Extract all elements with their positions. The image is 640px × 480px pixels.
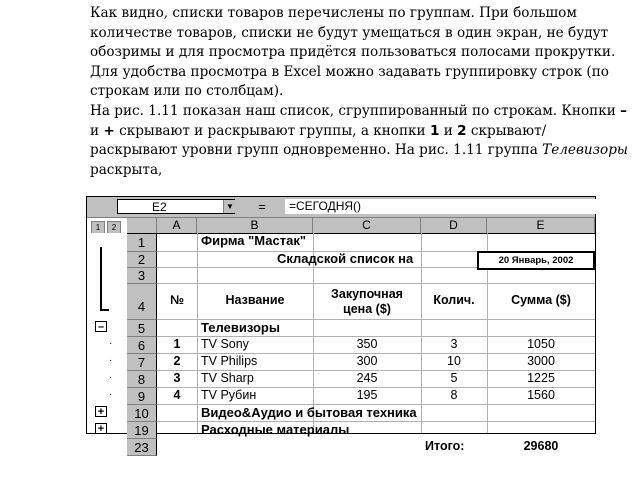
item-name: TV Philips [201,354,258,368]
level-1-symbol: 1 [429,122,440,139]
item-number: 2 [173,354,181,368]
item-quantity: 3 [450,337,458,351]
group-tv: Телевизоры [201,320,280,335]
item-number: 1 [173,337,181,351]
row-header-2[interactable]: 2 [127,252,157,268]
column-header-a[interactable]: A [157,218,197,233]
grid-line [197,233,198,433]
paragraph-2 [90,102,630,180]
name-box[interactable]: E2 [117,199,235,214]
expand-group-supplies-button[interactable]: + [95,423,107,434]
item-sum: 1050 [527,337,555,351]
header-sum: Сумма ($) [511,293,571,307]
item-sum: 1225 [527,371,555,385]
paragraph-2-part-e: скрывают/раскрывают уровни групп одновременно. На рис. 1.11 группа [90,122,547,159]
formula-bar [87,197,595,218]
paragraph-2-part-a: На рис. 1.11 показан наш список, сгруппированный по строкам. Кнопки [90,102,621,119]
paragraph-1: Как видно, списки товаров перечислены по группам. При большом количестве товаров, списки не будут умещаться в один экран, не будут обозримы и для просмотра придётся пользоваться полосами прокрутки. Для удобства просмотра в Excel можно задавать группировку строк (по строкам или по столбцам). [90,5,616,100]
outline-bar [87,233,127,433]
header-quantity: Колич. [433,293,475,307]
total-label: Итого: [425,439,465,453]
list-subtitle: Складской список на [277,251,414,266]
tv-group-name: Телевизоры [542,142,628,159]
row-header-5[interactable]: 5 [127,320,157,337]
item-name: TV Рубин [201,388,257,402]
row-header-3[interactable]: 3 [127,268,157,284]
row-header-6[interactable]: 6 [127,337,157,354]
excel-screenshot [86,196,596,455]
collapse-group-button[interactable]: – [95,321,107,332]
item-quantity: 8 [450,388,458,402]
item-name: TV Sony [201,337,249,351]
row-header-10[interactable]: 10 [127,405,157,422]
text-block [90,4,630,180]
total-value: 29680 [523,439,559,453]
row-header-1[interactable]: 1 [127,234,157,252]
group-bracket [100,247,109,311]
outline-dot: · [109,355,113,366]
item-quantity: 5 [450,371,458,385]
outline-level-1-button[interactable]: 1 [91,221,105,234]
column-header-e[interactable]: E [487,218,595,233]
item-sum: 3000 [527,354,555,368]
header-name: Название [225,293,285,307]
group-supplies: Расходные материалы [201,422,350,437]
paragraph-2-part-b: и [90,122,104,139]
header-price-line-2: цена ($) [343,302,391,316]
item-quantity: 10 [447,354,461,368]
equals-button[interactable]: = [258,199,266,214]
item-price: 245 [356,371,378,385]
group-video-audio: Видео&Аудио и бытовая техника [201,405,417,420]
row-header-8[interactable]: 8 [127,371,157,388]
paragraph-2-part-c: скрывают и раскрывают группы, а кнопки [114,122,430,139]
item-name: TV Sharp [201,371,254,385]
row-header-19[interactable]: 19 [127,422,157,439]
grid-line [421,233,422,433]
item-number: 3 [173,371,181,385]
item-price: 350 [356,337,378,351]
formula-input[interactable]: =СЕГОДНЯ() [285,199,597,214]
header-price-line-1: Закупочная [331,287,403,301]
level-2-symbol: 2 [457,122,467,139]
expand-group-video-button[interactable]: + [95,406,107,417]
row-header-9[interactable]: 9 [127,388,157,405]
outline-dot: · [109,389,113,400]
item-number: 4 [173,388,181,402]
outline-dot: · [109,372,113,383]
paragraph-2-part-f: раскрыта, [90,161,163,178]
company-title: Фирма "Мастак" [201,233,307,248]
name-box-dropdown-icon[interactable]: ▼ [223,200,236,213]
header-number: № [170,293,184,307]
paragraph-2-part-d: и [439,122,458,139]
select-all-corner[interactable] [127,218,157,233]
row-header-4[interactable]: 4 [127,284,157,320]
item-sum: 1560 [527,388,555,402]
column-header-b[interactable]: B [197,218,313,233]
column-header-c[interactable]: C [313,218,421,233]
row-header-7[interactable]: 7 [127,354,157,371]
column-headers [127,218,595,234]
outline-dot: · [109,338,113,349]
outline-level-2-button[interactable]: 2 [107,221,121,234]
column-header-d[interactable]: D [421,218,487,233]
grid-line [157,283,595,284]
cell-grid[interactable] [157,233,595,453]
date-cell-selected[interactable]: 20 Январь, 2002 [477,251,595,270]
row-header-23[interactable]: 23 [127,439,157,456]
plus-symbol: + [103,122,115,139]
item-price: 195 [356,388,378,402]
item-price: 300 [356,354,378,368]
minus-symbol: – [620,102,627,119]
